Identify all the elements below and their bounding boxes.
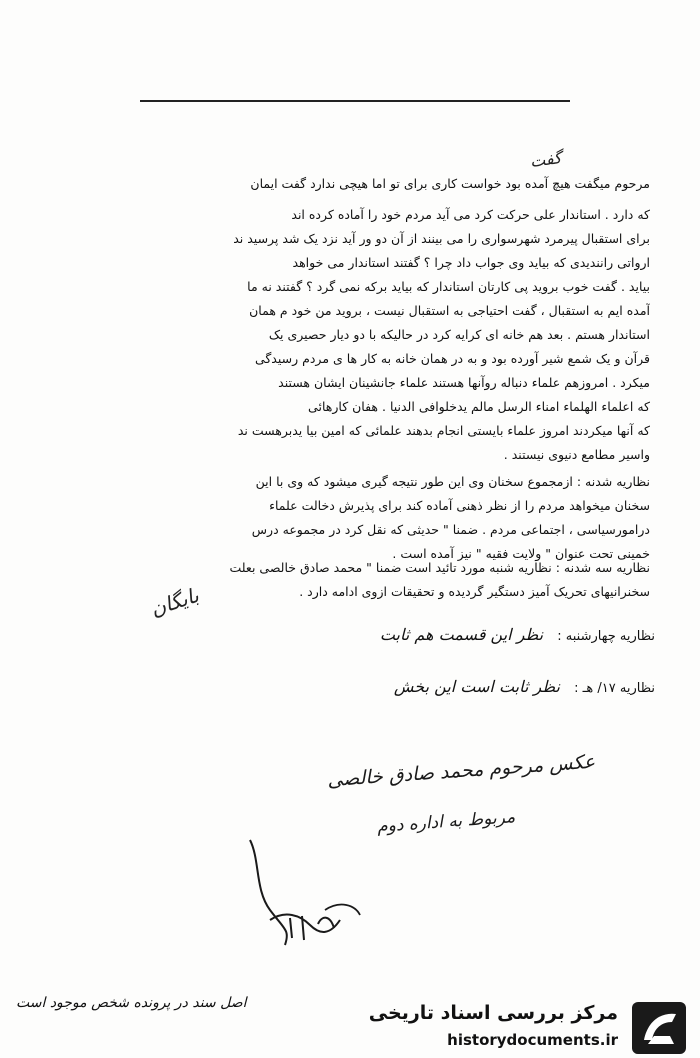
text-line: ارواتی رانندیدی که بیاید وی جواب داد چرا ؟ گفتند استاندار می خواهد [292,255,650,270]
margin-note: بایگان [147,583,202,621]
text-line: واسیر مطامع دنیوی نیستند . [503,447,650,462]
text-line: قرآن و یک شمع شیر آورده بود و به در همان خانه به کار ها ی مردم رسیدگی [254,351,650,366]
date-row-weekday [380,625,655,644]
text-line: بیاید . گفت خوب بروید پی کارتان استاندار که بیاید برکه نمی گرد ؟ گفتند نه ما [247,279,650,294]
watermark [368,1000,688,1056]
watermark-url: historydocuments.ir [447,1031,618,1049]
handwritten-insertion: گفت [528,147,563,172]
text-line: که آنها میکردند امروز علماء بایستی انجام بدهند علمائی که امین بیا یدبرهست ند [237,423,650,438]
date-label: نظاریه ۱۷/ هـ : [574,681,655,696]
archive-logo-icon [630,1000,688,1056]
text-line: که دارد . استاندار علی حرکت کرد می آید مردم خود را آماده کرده اند [291,207,650,222]
paragraph-2 [90,470,650,566]
signature [230,820,370,950]
top-rule [140,100,570,102]
watermark-title: مرکز بررسی اسناد تاریخی [368,1002,618,1024]
text-line: مرحوم میگفت هیچ آمده بود خواست کاری برای تو اما هیچی ندارد گفت ایمان [250,176,650,191]
archive-note: اصل سند در پرونده شخص موجود است [16,995,247,1011]
paragraph-1 [90,203,650,467]
date-label: نظاریه چهارشنبه : [557,629,655,644]
text-line: سخنرانیهای تحریک آمیز دستگیر گردیده و تحقیقات ازوی ادامه دارد . [299,584,650,599]
date-row-numeric [394,677,655,696]
text-line: آمده ایم به استقبال ، گفت احتیاجی به استقبال نیست ، بروید من خود م همان [249,303,650,318]
text-line: برای استقبال پیرمرد شهرسواری را می بینند از آن دو ور آید نزد یک شد پرسید ند [233,231,650,246]
text-line: خمینی تحت عنوان " ولایت فقیه " نیز آمده است . [392,546,650,561]
text-line: درامورسیاسی ، اجتماعی مردم . ضمنا " حدیثی که نقل کرد در مجموعه درس [251,522,650,537]
text-line: نظاریه سه شدنه : نظاریه شنبه مورد تائید است ضمنا " محمد صادق خالصی بعلت [229,560,650,575]
handwritten-note-line-2: مربوط به اداره دوم [376,807,516,837]
date-handwritten-value: نظر ثابت است این بخش [393,677,560,696]
first-line [90,172,650,196]
text-line: استاندار هستم . بعد هم خانه ای کرایه کرد در حالیکه با دو دیار حصیری یک [268,327,650,342]
text-line: سخنان میخواهد مردم را از نظر ذهنی آماده کند برای پذیرش دخالت علماء [269,498,650,513]
text-line: که اعلماء الهلماء امناء الرسل مالم یدخلوافی الدنیا . هفان کارهائی [308,399,650,414]
date-handwritten-value: نظر این قسمت هم ثابت [379,625,544,644]
handwritten-note-line-1: عکس مرحوم محمد صادق خالصی [326,750,596,792]
text-line: میکرد . امروزهم علماء دنباله روآنها هستند علماء جانشینان ایشان هستند [278,375,650,390]
text-line: نظاریه شدنه : ازمجموع سخنان وی این طور نتیجه گیری میشود که وی با این [255,474,650,489]
